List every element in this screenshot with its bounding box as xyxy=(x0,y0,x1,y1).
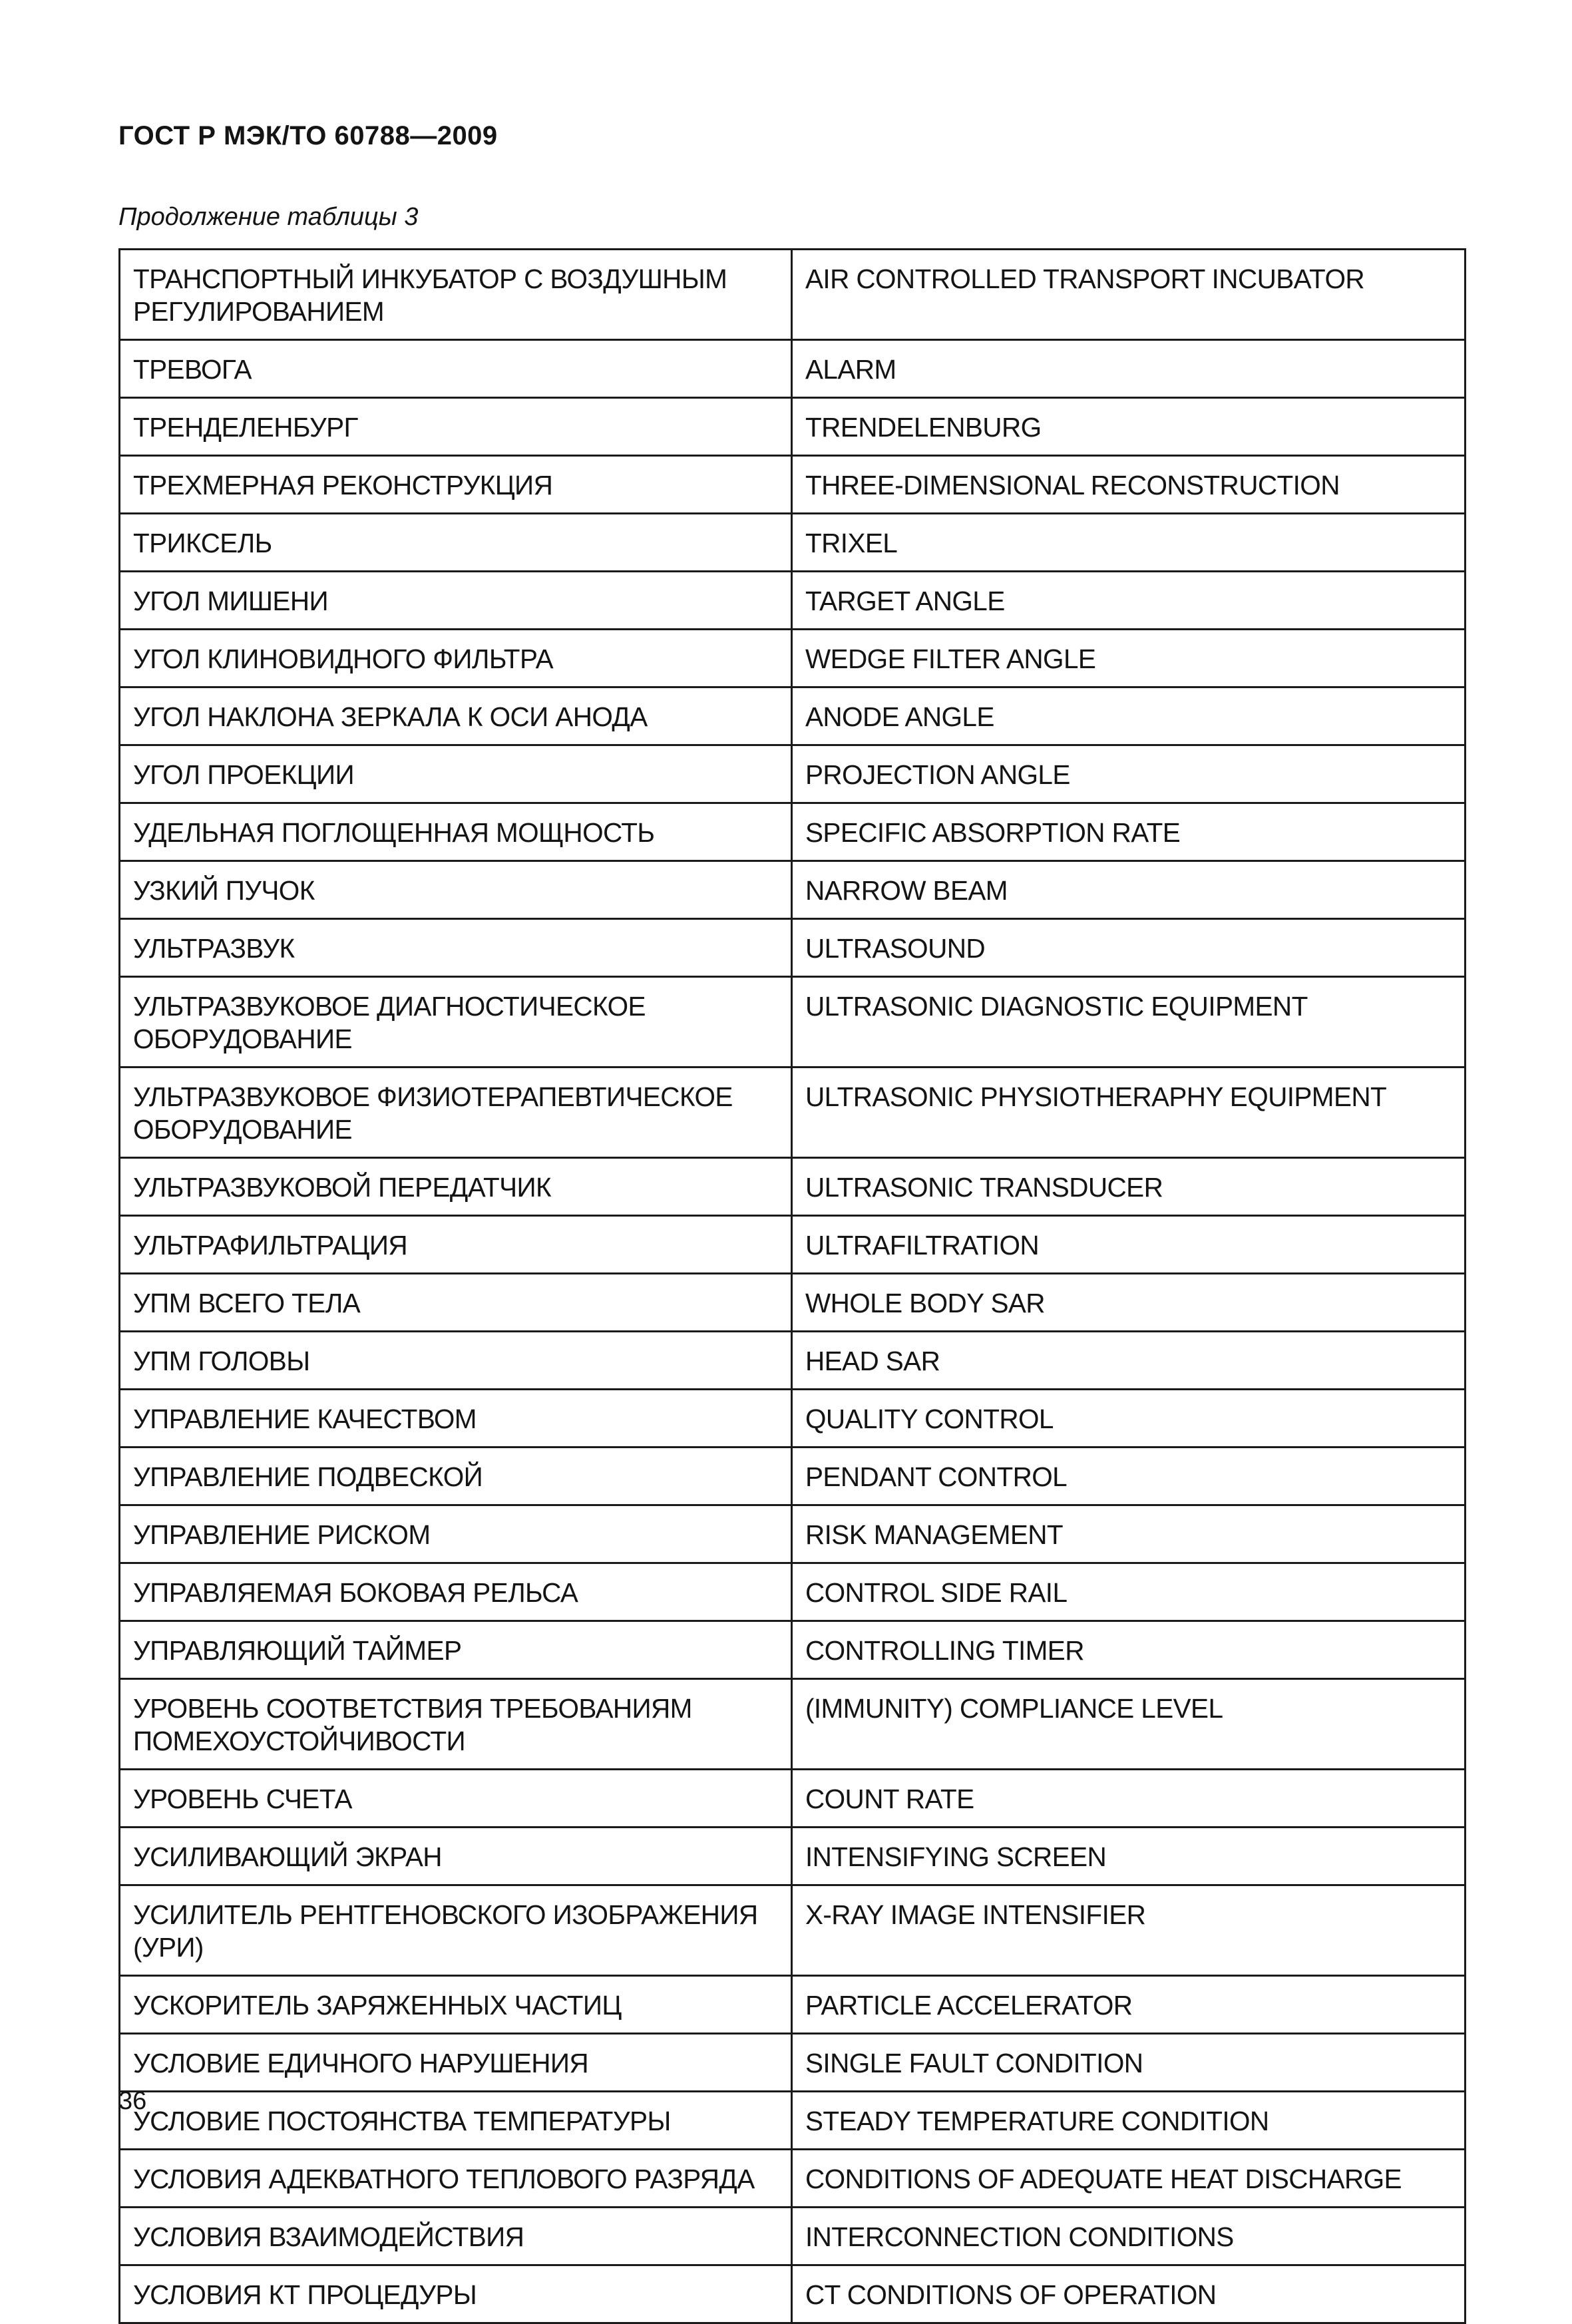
term-russian: УСЛОВИЯ ВЗАИМОДЕЙСТВИЯ xyxy=(120,2208,792,2265)
table-row xyxy=(120,398,1466,456)
term-russian: УСИЛИВАЮЩИЙ ЭКРАН xyxy=(120,1828,792,1885)
term-russian: УПРАВЛЕНИЕ ПОДВЕСКОЙ xyxy=(120,1448,792,1505)
terms-table xyxy=(118,248,1466,2324)
term-english: TRENDELENBURG xyxy=(792,398,1466,456)
term-russian: УСЛОВИЕ ЕДИЧНОГО НАРУШЕНИЯ xyxy=(120,2034,792,2092)
term-english: RISK MANAGEMENT xyxy=(792,1505,1466,1563)
table-row xyxy=(120,250,1466,340)
term-english: CONTROL SIDE RAIL xyxy=(792,1563,1466,1621)
term-russian: УЗКИЙ ПУЧОК xyxy=(120,861,792,919)
term-english: HEAD SAR xyxy=(792,1332,1466,1390)
table-row xyxy=(120,2265,1466,2323)
term-english: ULTRASONIC TRANSDUCER xyxy=(792,1158,1466,1216)
term-english: CONTROLLING TIMER xyxy=(792,1621,1466,1679)
terms-table-body xyxy=(120,250,1466,2323)
term-russian: УСИЛИТЕЛЬ РЕНТГЕНОВСКОГО ИЗОБРАЖЕНИЯ (УРИ) xyxy=(120,1885,792,1976)
term-english: STEADY TEMPERATURE CONDITION xyxy=(792,2092,1466,2150)
term-russian: УЛЬТРАЗВУКОВОЙ ПЕРЕДАТЧИК xyxy=(120,1158,792,1216)
term-russian: УЛЬТРАЗВУКОВОЕ ФИЗИОТЕРАПЕВТИЧЕСКОЕ ОБОРУДОВАНИЕ xyxy=(120,1067,792,1158)
table-row xyxy=(120,514,1466,572)
term-russian: УРОВЕНЬ СООТВЕТСТВИЯ ТРЕБОВАНИЯМ ПОМЕХОУСТОЙЧИВОСТИ xyxy=(120,1679,792,1770)
term-english: (IMMUNITY) COMPLIANCE LEVEL xyxy=(792,1679,1466,1770)
table-row xyxy=(120,803,1466,861)
table-row xyxy=(120,630,1466,687)
table-row xyxy=(120,1216,1466,1274)
term-english: PARTICLE ACCELERATOR xyxy=(792,1976,1466,2034)
term-english: PROJECTION ANGLE xyxy=(792,745,1466,803)
term-english: COUNT RATE xyxy=(792,1770,1466,1828)
term-russian: ТРЕВОГА xyxy=(120,340,792,398)
term-russian: УГОЛ НАКЛОНА ЗЕРКАЛА К ОСИ АНОДА xyxy=(120,687,792,745)
table-row xyxy=(120,340,1466,398)
table-row xyxy=(120,1274,1466,1332)
term-english: ULTRAFILTRATION xyxy=(792,1216,1466,1274)
term-russian: УЛЬТРАЗВУК xyxy=(120,919,792,977)
table-row xyxy=(120,861,1466,919)
table-row xyxy=(120,687,1466,745)
term-russian: УПРАВЛЕНИЕ КАЧЕСТВОМ xyxy=(120,1390,792,1448)
term-english: SPECIFIC ABSORPTION RATE xyxy=(792,803,1466,861)
term-russian: УЛЬТРАФИЛЬТРАЦИЯ xyxy=(120,1216,792,1274)
term-english: INTENSIFYING SCREEN xyxy=(792,1828,1466,1885)
term-english: TRIXEL xyxy=(792,514,1466,572)
table-row xyxy=(120,1679,1466,1770)
term-russian: УГОЛ МИШЕНИ xyxy=(120,572,792,630)
term-russian: УПМ ВСЕГО ТЕЛА xyxy=(120,1274,792,1332)
table-row xyxy=(120,1505,1466,1563)
term-russian: УПРАВЛЯЕМАЯ БОКОВАЯ РЕЛЬСА xyxy=(120,1563,792,1621)
term-russian: ТРИКСЕЛЬ xyxy=(120,514,792,572)
term-russian: УПРАВЛЯЮЩИЙ ТАЙМЕР xyxy=(120,1621,792,1679)
term-english: THREE-DIMENSIONAL RECONSTRUCTION xyxy=(792,456,1466,514)
term-russian: УПРАВЛЕНИЕ РИСКОМ xyxy=(120,1505,792,1563)
term-russian: УСКОРИТЕЛЬ ЗАРЯЖЕННЫХ ЧАСТИЦ xyxy=(120,1976,792,2034)
term-english: ULTRASONIC PHYSIOTHERAPHY EQUIPMENT xyxy=(792,1067,1466,1158)
term-english: SINGLE FAULT CONDITION xyxy=(792,2034,1466,2092)
term-russian: ТРАНСПОРТНЫЙ ИНКУБАТОР С ВОЗДУШНЫМ РЕГУЛИРОВАНИЕМ xyxy=(120,250,792,340)
table-row xyxy=(120,745,1466,803)
term-russian: УДЕЛЬНАЯ ПОГЛОЩЕННАЯ МОЩНОСТЬ xyxy=(120,803,792,861)
term-russian: УГОЛ ПРОЕКЦИИ xyxy=(120,745,792,803)
term-russian: УСЛОВИЯ КТ ПРОЦЕДУРЫ xyxy=(120,2265,792,2323)
table-row xyxy=(120,2208,1466,2265)
table-row xyxy=(120,2034,1466,2092)
term-english: QUALITY CONTROL xyxy=(792,1390,1466,1448)
term-russian: УГОЛ КЛИНОВИДНОГО ФИЛЬТРА xyxy=(120,630,792,687)
table-row xyxy=(120,1976,1466,2034)
table-caption: Продолжение таблицы 3 xyxy=(118,203,419,231)
table-row xyxy=(120,1390,1466,1448)
table-row xyxy=(120,2092,1466,2150)
document-header: ГОСТ Р МЭК/ТО 60788—2009 xyxy=(118,121,498,150)
term-english: PENDANT CONTROL xyxy=(792,1448,1466,1505)
table-row xyxy=(120,1770,1466,1828)
term-russian: ТРЕХМЕРНАЯ РЕКОНСТРУКЦИЯ xyxy=(120,456,792,514)
table-row xyxy=(120,572,1466,630)
term-english: INTERCONNECTION CONDITIONS xyxy=(792,2208,1466,2265)
table-row xyxy=(120,919,1466,977)
table-row xyxy=(120,1885,1466,1976)
term-english: AIR CONTROLLED TRANSPORT INCUBATOR xyxy=(792,250,1466,340)
term-english: ALARM xyxy=(792,340,1466,398)
term-english: WEDGE FILTER ANGLE xyxy=(792,630,1466,687)
term-english: CT CONDITIONS OF OPERATION xyxy=(792,2265,1466,2323)
term-english: NARROW BEAM xyxy=(792,861,1466,919)
term-russian: УСЛОВИЯ АДЕКВАТНОГО ТЕПЛОВОГО РАЗРЯДА xyxy=(120,2150,792,2208)
table-row xyxy=(120,1828,1466,1885)
table-row xyxy=(120,2150,1466,2208)
term-english: ANODE ANGLE xyxy=(792,687,1466,745)
term-russian: УПМ ГОЛОВЫ xyxy=(120,1332,792,1390)
term-english: ULTRASOUND xyxy=(792,919,1466,977)
page-number: 36 xyxy=(118,2087,147,2115)
term-english: TARGET ANGLE xyxy=(792,572,1466,630)
term-english: X-RAY IMAGE INTENSIFIER xyxy=(792,1885,1466,1976)
term-russian: УЛЬТРАЗВУКОВОЕ ДИАГНОСТИЧЕСКОЕ ОБОРУДОВАНИЕ xyxy=(120,977,792,1067)
table-row xyxy=(120,977,1466,1067)
table-row xyxy=(120,1158,1466,1216)
table-row xyxy=(120,1563,1466,1621)
term-english: WHOLE BODY SAR xyxy=(792,1274,1466,1332)
table-row xyxy=(120,456,1466,514)
table-row xyxy=(120,1621,1466,1679)
term-russian: УСЛОВИЕ ПОСТОЯНСТВА ТЕМПЕРАТУРЫ xyxy=(120,2092,792,2150)
table-row xyxy=(120,1332,1466,1390)
term-english: CONDITIONS OF ADEQUATE HEAT DISCHARGE xyxy=(792,2150,1466,2208)
term-russian: УРОВЕНЬ СЧЕТА xyxy=(120,1770,792,1828)
term-english: ULTRASONIC DIAGNOSTIC EQUIPMENT xyxy=(792,977,1466,1067)
term-russian: ТРЕНДЕЛЕНБУРГ xyxy=(120,398,792,456)
table-row xyxy=(120,1448,1466,1505)
table-row xyxy=(120,1067,1466,1158)
